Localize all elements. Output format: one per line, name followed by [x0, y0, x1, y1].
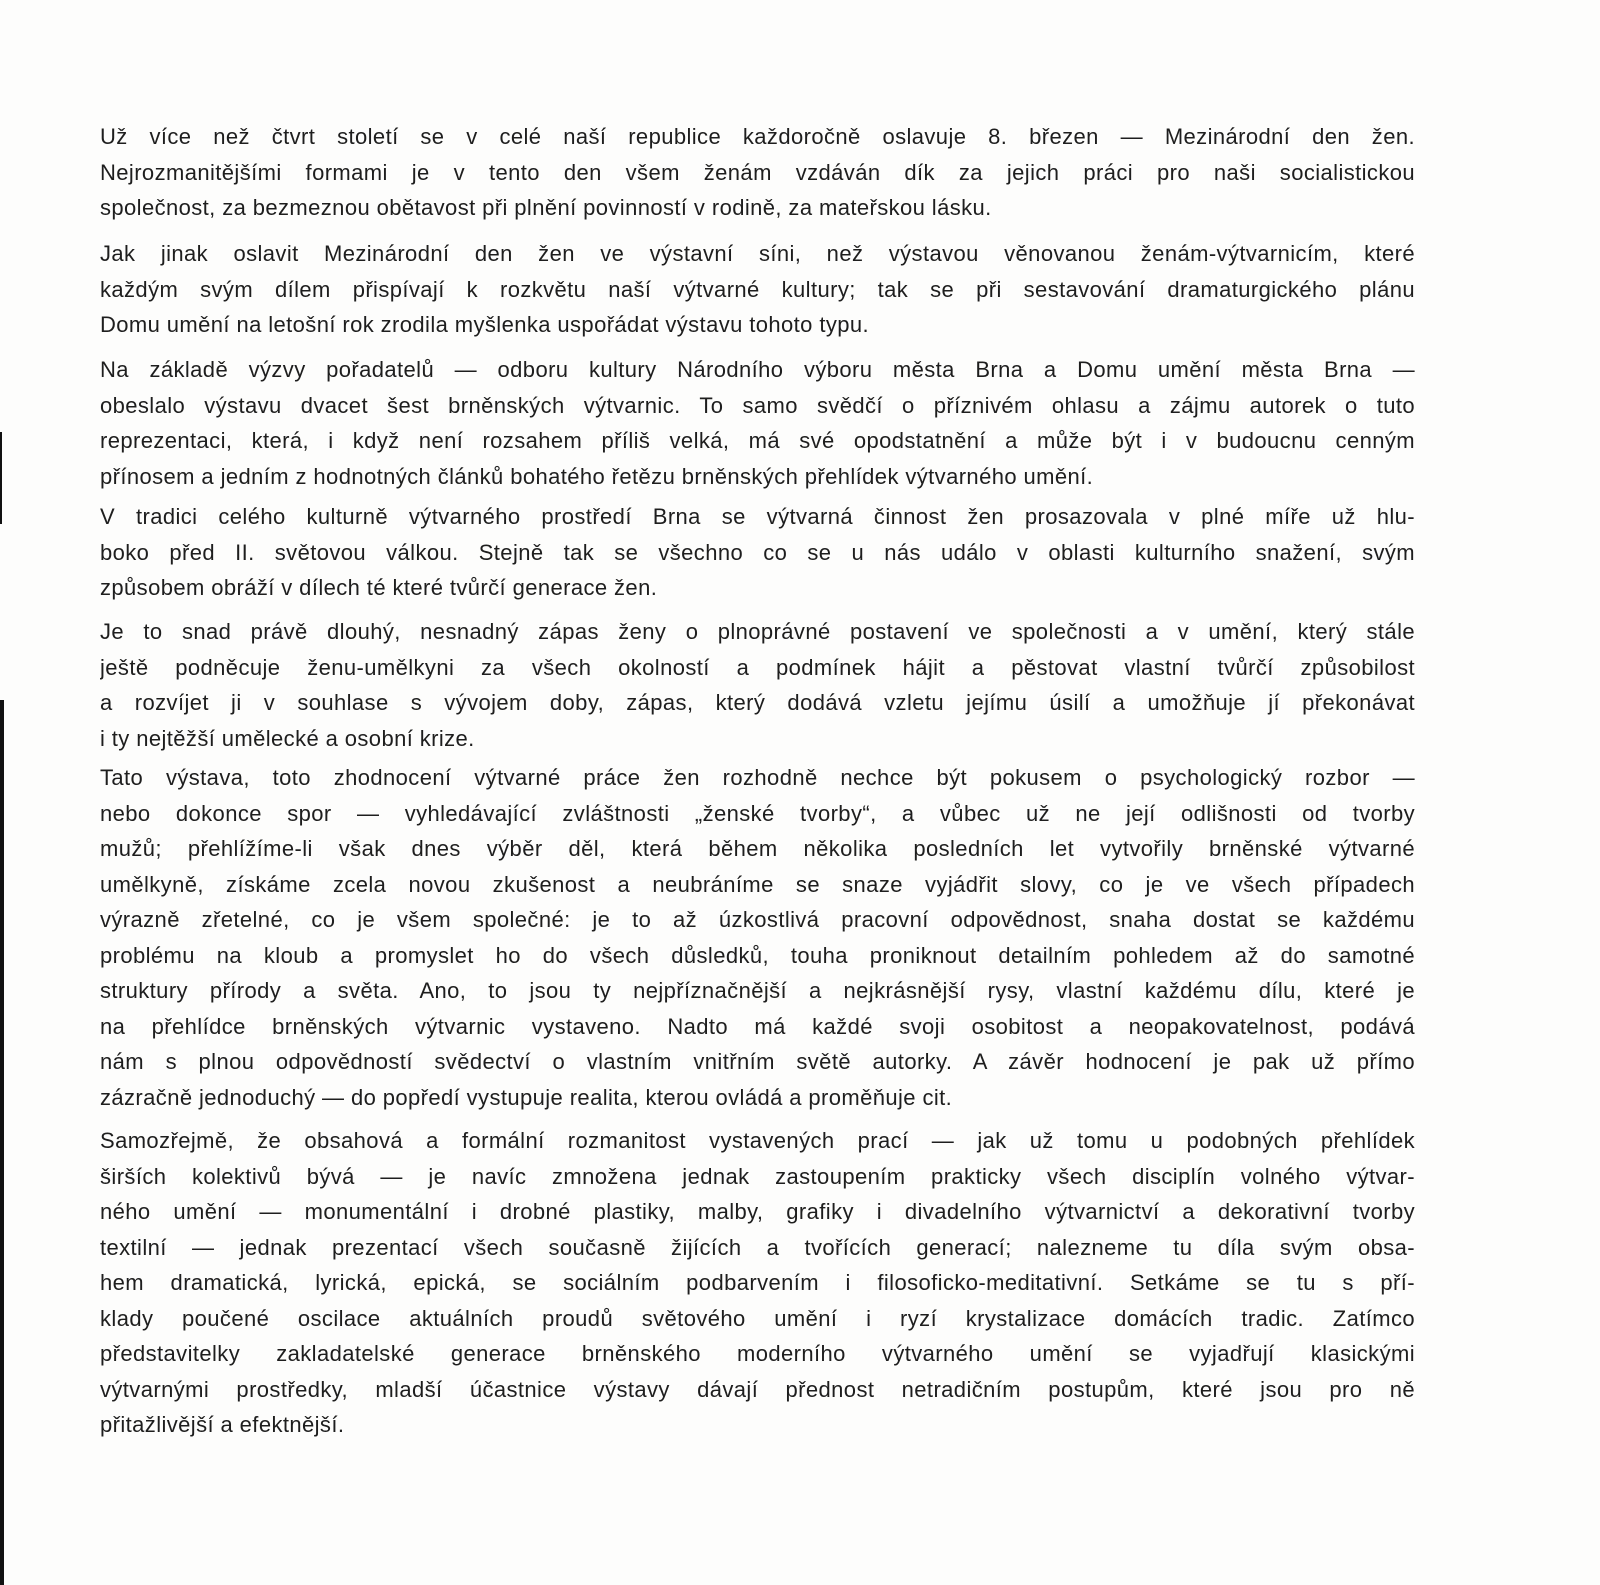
text-line: Samozřejmě, že obsahová a formální rozmanitost vystavených prací — jak už tomu u podobných přehlídek: [100, 1128, 1415, 1153]
text-line: společnost, za bezmeznou obětavost při plnění povinností v rodině, za mateřskou lásku.: [100, 195, 992, 220]
text-line: Jak jinak oslavit Mezinárodní den žen ve výstavní síni, než výstavou věnovanou ženám-výtvarnicím, které: [100, 241, 1415, 266]
text-line: přitažlivější a efektnější.: [100, 1412, 345, 1437]
text-line: každým svým dílem přispívají k rozkvětu naší výtvarné kultury; tak se při sestavování dramaturgického plánu: [100, 276, 1415, 302]
text-line: struktury přírody a světa. Ano, to jsou ty nejpříznačnější a nejkrásnější rysy, vlastní každému dílu, které je: [100, 978, 1415, 1003]
text-line: textilní — jednak prezentací všech současně žijících a tvořících generací; nalezneme tu díla svým obsa-: [100, 1234, 1415, 1260]
text-line: problému na kloub a promyslet ho do všech důsledků, touha proniknout detailním pohledem až do samotné: [100, 942, 1415, 968]
text-line: ného umění — monumentální i drobné plastiky, malby, grafiky i divadelního výtvarnictví a dekorativní tvorby: [100, 1199, 1415, 1224]
text-line: představitelky zakladatelské generace brněnského moderního výtvarného umění se vyjadřují klasickými: [100, 1341, 1415, 1366]
text-line: V tradici celého kulturně výtvarného prostředí Brna se výtvarná činnost žen prosazovala v plné míře už hlu-: [100, 504, 1415, 529]
text-line: obeslalo výstavu dvacet šest brněnských výtvarnic. To samo svědčí o příznivém ohlasu a zájmu autorek o tuto: [100, 392, 1415, 418]
text-line: hem dramatická, lyrická, epická, se sociálním podbarvením i filosoficko-meditativní. Setkáme se tu s pří-: [100, 1270, 1415, 1295]
text-line: přínosem a jedním z hodnotných článků bohatého řetězu brněnských přehlídek výtvarného umění.: [100, 463, 1094, 489]
text-line: Je to snad právě dlouhý, nesnadný zápas ženy o plnoprávné postavení ve společnosti a v umění, který stále: [100, 619, 1415, 644]
text-line: mužů; přehlížíme-li však dnes výběr děl, která během několika posledních let vytvořily brněnské výtvarné: [100, 836, 1415, 861]
text-line: ještě podněcuje ženu-umělkyni za všech okolností a podmínek hájit a pěstovat vlastní tvůrčí způsobilost: [100, 654, 1415, 680]
scan-edge-mark: [0, 700, 4, 1585]
text-line: a rozvíjet ji v souhlase s vývojem doby, zápas, který dodává vzletu jejímu úsilí a umožňuje jí překonávat: [100, 690, 1415, 715]
text-line: Na základě výzvy pořadatelů — odboru kultury Národního výboru města Brna a Domu umění města Brna —: [100, 357, 1415, 382]
text-line: Už více než čtvrt století se v celé naší republice každoročně oslavuje 8. březen — Mezinárodní den žen.: [100, 124, 1415, 149]
text-line: i ty nejtěžší umělecké a osobní krize.: [100, 725, 475, 751]
text-line: nám s plnou odpovědností svědectví o vlastním vnitřním světě autorky. A závěr hodnocení je pak už přímo: [100, 1049, 1415, 1074]
text-line: výtvarnými prostředky, mladší účastnice výstavy dávají přednost netradičním postupům, které jsou pro ně: [100, 1376, 1415, 1402]
text-line: způsobem obráží v dílech té které tvůrčí generace žen.: [100, 575, 658, 600]
text-line: umělkyně, získáme zcela novou zkušenost a neubráníme se snaze vyjádřit slovy, co je ve všech případech: [100, 871, 1415, 897]
paragraph-5: [100, 614, 1415, 756]
text-line: zázračně jednoduchý — do popředí vystupuje realita, kterou ovládá a proměňuje cit.: [100, 1084, 953, 1110]
paragraph-2: [100, 236, 1415, 343]
paragraph-1: [100, 119, 1415, 226]
paragraph-7: [100, 1123, 1415, 1443]
paragraph-6: [100, 760, 1415, 1115]
text-line: reprezentaci, která, i když není rozsahem příliš velká, má své opodstatnění a může být i v budoucnu cenným: [100, 428, 1415, 453]
paragraph-4: [100, 499, 1415, 606]
text-line: Domu umění na letošní rok zrodila myšlenka uspořádat výstavu tohoto typu.: [100, 312, 870, 337]
text-line: Tato výstava, toto zhodnocení výtvarné práce žen rozhodně nechce být pokusem o psychologický rozbor —: [100, 765, 1415, 790]
text-line: boko před II. světovou válkou. Stejně tak se všechno co se u nás událo v oblasti kulturního snažení, svým: [100, 539, 1415, 565]
text-line: Nejrozmanitějšími formami je v tento den všem ženám vzdáván dík za jejich práci pro naši socialistickou: [100, 159, 1415, 185]
text-line: výrazně zřetelné, co je všem společné: je to až úzkostlivá pracovní odpovědnost, snaha dostat se každému: [100, 907, 1415, 932]
text-line: na přehlídce brněnských výtvarnic vystaveno. Nadto má každé svoji osobitost a neopakovatelnost, podává: [100, 1013, 1415, 1039]
scan-edge-mark: [0, 432, 2, 524]
text-line: nebo dokonce spor — vyhledávající zvláštnosti „ženské tvorby“, a vůbec už ne její odlišnosti od tvorby: [100, 800, 1415, 826]
text-line: klady poučené oscilace aktuálních proudů světového umění i ryzí krystalizace domácích tradic. Zatímco: [100, 1305, 1415, 1331]
text-line: širších kolektivů bývá — je navíc zmnožena jednak zastoupením prakticky všech disciplín volného výtvar-: [100, 1163, 1415, 1189]
paragraph-3: [100, 352, 1415, 494]
